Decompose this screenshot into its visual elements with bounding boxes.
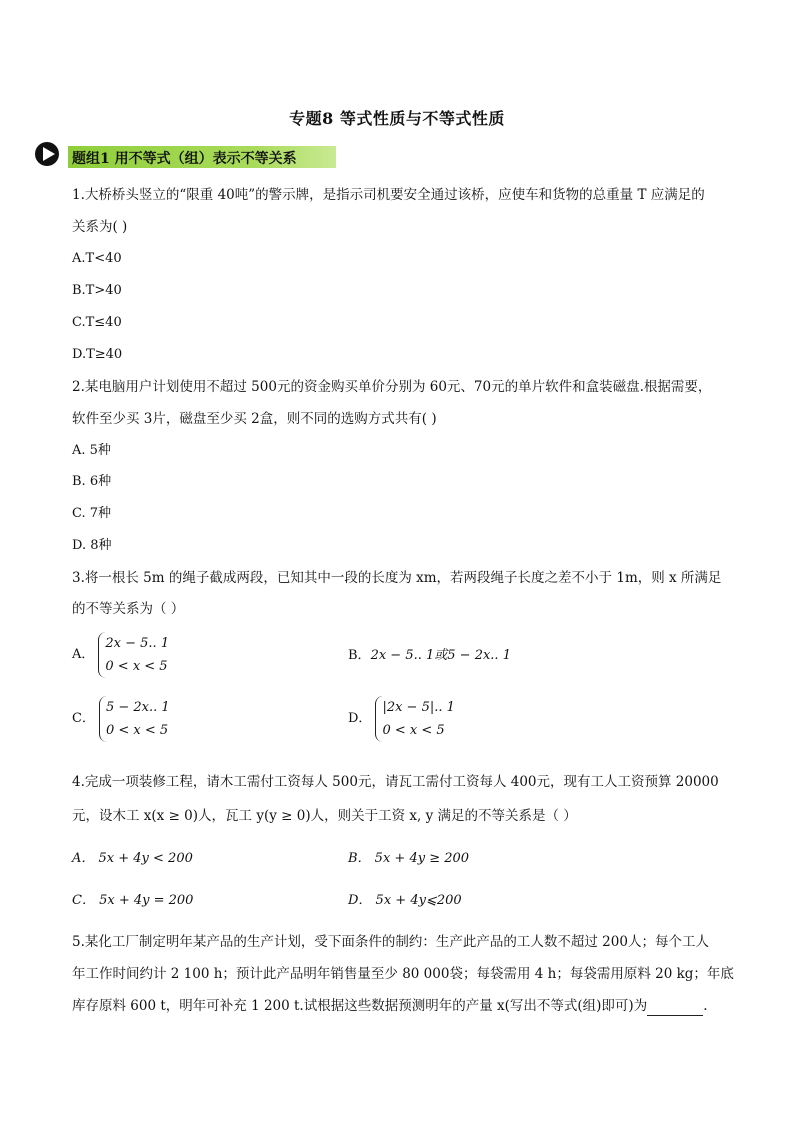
q3-option-d-row1: |2x − 5|.. 1 <box>382 700 455 715</box>
q2-option-a: A. 5种 <box>72 443 111 458</box>
q3-option-c-system <box>99 696 170 742</box>
q5-end-period: . <box>703 998 708 1014</box>
q1-option-b: B.T>40 <box>72 283 122 298</box>
q3-option-c-label: C． <box>72 711 95 726</box>
q4-stem-line1: 4.完成一项装修工程，请木工需付工资每人 500元，请瓦工需付工资每人 400元，现有工人工资预算 20000 <box>72 774 719 790</box>
q2-option-b: B. 6种 <box>72 474 112 489</box>
q3-option-a-system <box>98 632 169 678</box>
section-header: 题组1 用不等式（组）表示不等关系 <box>72 151 297 167</box>
q3-option-a-label: A． <box>72 647 95 662</box>
q4-option-b: B． 5x + 4y ≥ 200 <box>348 851 470 866</box>
q3-option-c <box>72 696 170 742</box>
q1-option-a: A.T<40 <box>72 251 122 266</box>
q3-option-d-label: D． <box>348 711 372 726</box>
q3-option-a-row2: 0 < x < 5 <box>105 659 168 674</box>
q5-stem-line3 <box>72 996 708 1016</box>
q3-option-a-row1: 2x − 5.. 1 <box>105 636 170 651</box>
q1-stem-line1: 1.大桥桥头竖立的“限重 40吨”的警示牌，是指示司机要安全通过该桥，应使车和货物的总重量 T 应满足的 <box>72 187 705 203</box>
q3-option-d-system <box>375 696 454 742</box>
q2-stem-line1: 2.某电脑用户计划使用不超过 500元的资金购买单价分别为 60元、70元的单片软件和盒装磁盘.根据需要， <box>72 379 712 395</box>
q5-stem-line3-text: 库存原料 600 t，明年可补充 1 200 t.试根据这些数据预测明年的产量 x(写出不等式(组)即可)为 <box>72 998 648 1014</box>
page-title: 专题8 等式性质与不等式性质 <box>289 109 505 128</box>
q2-option-d: D. 8种 <box>72 538 112 553</box>
q3-option-c-row1: 5 − 2x.. 1 <box>105 700 170 715</box>
q3-option-d <box>348 696 455 742</box>
q4-stem-line2: 元，设木工 x(x ≥ 0)人，瓦工 y(y ≥ 0)人，则关于工资 x, y 满足的不等关系是（ ） <box>72 808 577 824</box>
q1-option-d: D.T≥40 <box>72 347 123 362</box>
q4-option-c: C． 5x + 4y = 200 <box>72 893 194 908</box>
q3-stem-line2: 的不等关系为（ ） <box>72 601 185 617</box>
q5-stem-line2: 年工作时间约计 2 100 h；预计此产品明年销售量至少 80 000袋；每袋需用 4 h；每袋需用原料 20 kg；年底 <box>72 966 734 982</box>
q2-option-c: C. 7种 <box>72 506 112 521</box>
q5-stem-line1: 5.某化工厂制定明年某产品的生产计划，受下面条件的制约：生产此产品的工人数不超过 200人；每个工人 <box>72 934 709 950</box>
q1-stem-line2: 关系为( ) <box>72 219 128 235</box>
q3-option-b-label: B． <box>348 648 371 663</box>
q4-option-a: A． 5x + 4y < 200 <box>72 851 193 866</box>
q1-option-c: C.T≤40 <box>72 315 122 330</box>
q3-option-b <box>348 646 511 666</box>
q3-stem-line1: 3.将一根长 5m 的绳子截成两段，已知其中一段的长度为 xm，若两段绳子长度之差不小于 1m，则 x 所满足 <box>72 570 722 586</box>
q4-option-d: D． 5x + 4y⩽200 <box>348 893 462 908</box>
q3-option-d-row2: 0 < x < 5 <box>382 723 445 738</box>
q3-option-a <box>72 632 169 678</box>
q3-option-b-text: 2x − 5.. 1或5 − 2x.. 1 <box>370 648 511 663</box>
q5-answer-blank[interactable] <box>647 1001 703 1016</box>
play-arrow-icon <box>34 141 60 167</box>
q2-stem-line2: 软件至少买 3片，磁盘至少买 2盒，则不同的选购方式共有( ) <box>72 411 437 427</box>
q3-option-c-row2: 0 < x < 5 <box>105 723 169 738</box>
